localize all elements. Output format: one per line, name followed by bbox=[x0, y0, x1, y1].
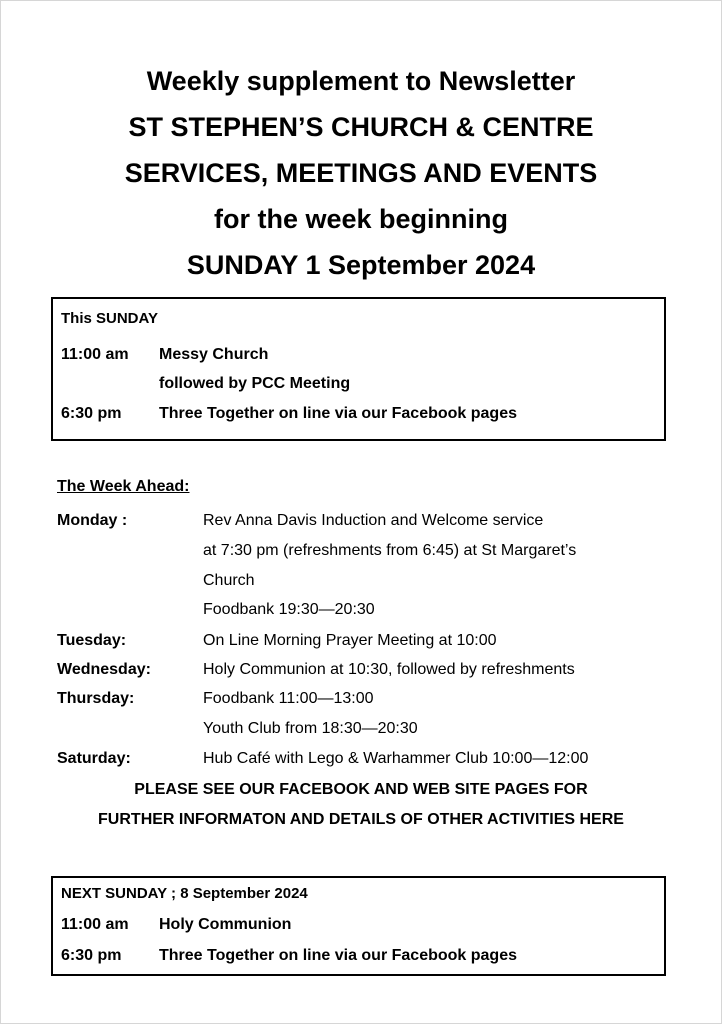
week-row bbox=[57, 569, 677, 593]
row-event: Messy Church bbox=[159, 346, 269, 363]
week-day: Monday : bbox=[57, 512, 128, 529]
row-time: 6:30 pm bbox=[61, 947, 122, 964]
this-sunday-row bbox=[61, 403, 656, 425]
week-activity: Youth Club from 18:30—20:30 bbox=[203, 720, 418, 737]
this-sunday-heading: This SUNDAY bbox=[61, 310, 158, 327]
week-activity: Foodbank 19:30—20:30 bbox=[203, 601, 375, 618]
notice-line-2: FURTHER INFORMATON AND DETAILS OF OTHER ACTIVITIES HERE bbox=[98, 811, 624, 828]
week-ahead-heading: The Week Ahead: bbox=[57, 478, 190, 495]
week-row bbox=[57, 539, 677, 563]
week-activity: Hub Café with Lego & Warhammer Club 10:00—12:00 bbox=[203, 750, 589, 767]
title-line-5: SUNDAY 1 September 2024 bbox=[186, 250, 536, 280]
week-row bbox=[57, 747, 677, 771]
week-row bbox=[57, 509, 677, 533]
row-event: Three Together on line via our Facebook pages bbox=[159, 947, 517, 964]
week-row bbox=[57, 687, 677, 711]
week-day: Saturday: bbox=[57, 750, 131, 767]
title-line-2: ST STEPHEN’S CHURCH & CENTRE bbox=[128, 112, 594, 142]
week-activity: Foodbank 11:00—13:00 bbox=[203, 690, 374, 707]
row-event: followed by PCC Meeting bbox=[159, 375, 351, 392]
row-time: 11:00 am bbox=[61, 346, 129, 363]
next-sunday-row bbox=[61, 945, 656, 967]
this-sunday-row bbox=[61, 344, 656, 366]
title-line-4: for the week beginning bbox=[213, 204, 509, 234]
week-activity: Rev Anna Davis Induction and Welcome service bbox=[203, 512, 544, 529]
week-activity: Holy Communion at 10:30, followed by refreshments bbox=[203, 661, 575, 678]
notice-line-1: PLEASE SEE OUR FACEBOOK AND WEB SITE PAGES FOR bbox=[134, 781, 588, 798]
week-activity: Church bbox=[203, 572, 255, 589]
row-event: Three Together on line via our Facebook pages bbox=[159, 405, 517, 422]
week-day: Wednesday: bbox=[57, 661, 151, 678]
week-day: Tuesday: bbox=[57, 632, 127, 649]
week-day: Thursday: bbox=[57, 690, 135, 707]
week-row bbox=[57, 717, 677, 741]
week-row bbox=[57, 658, 677, 682]
row-time: 11:00 am bbox=[61, 916, 129, 933]
next-sunday-box bbox=[51, 876, 666, 976]
next-sunday-row bbox=[61, 914, 656, 936]
this-sunday-box bbox=[51, 297, 666, 441]
page-title bbox=[0, 58, 722, 288]
next-sunday-heading: NEXT SUNDAY ; 8 September 2024 bbox=[61, 885, 308, 902]
week-activity: On Line Morning Prayer Meeting at 10:00 bbox=[203, 632, 497, 649]
week-activity: at 7:30 pm (refreshments from 6:45) at St Margaret’s bbox=[203, 542, 577, 559]
row-time: 6:30 pm bbox=[61, 405, 122, 422]
this-sunday-row bbox=[61, 373, 656, 395]
week-row bbox=[57, 629, 677, 653]
title-line-1: Weekly supplement to Newsletter bbox=[146, 66, 576, 96]
row-event: Holy Communion bbox=[159, 916, 292, 933]
week-row bbox=[57, 598, 677, 622]
title-line-3: SERVICES, MEETINGS AND EVENTS bbox=[124, 158, 598, 188]
